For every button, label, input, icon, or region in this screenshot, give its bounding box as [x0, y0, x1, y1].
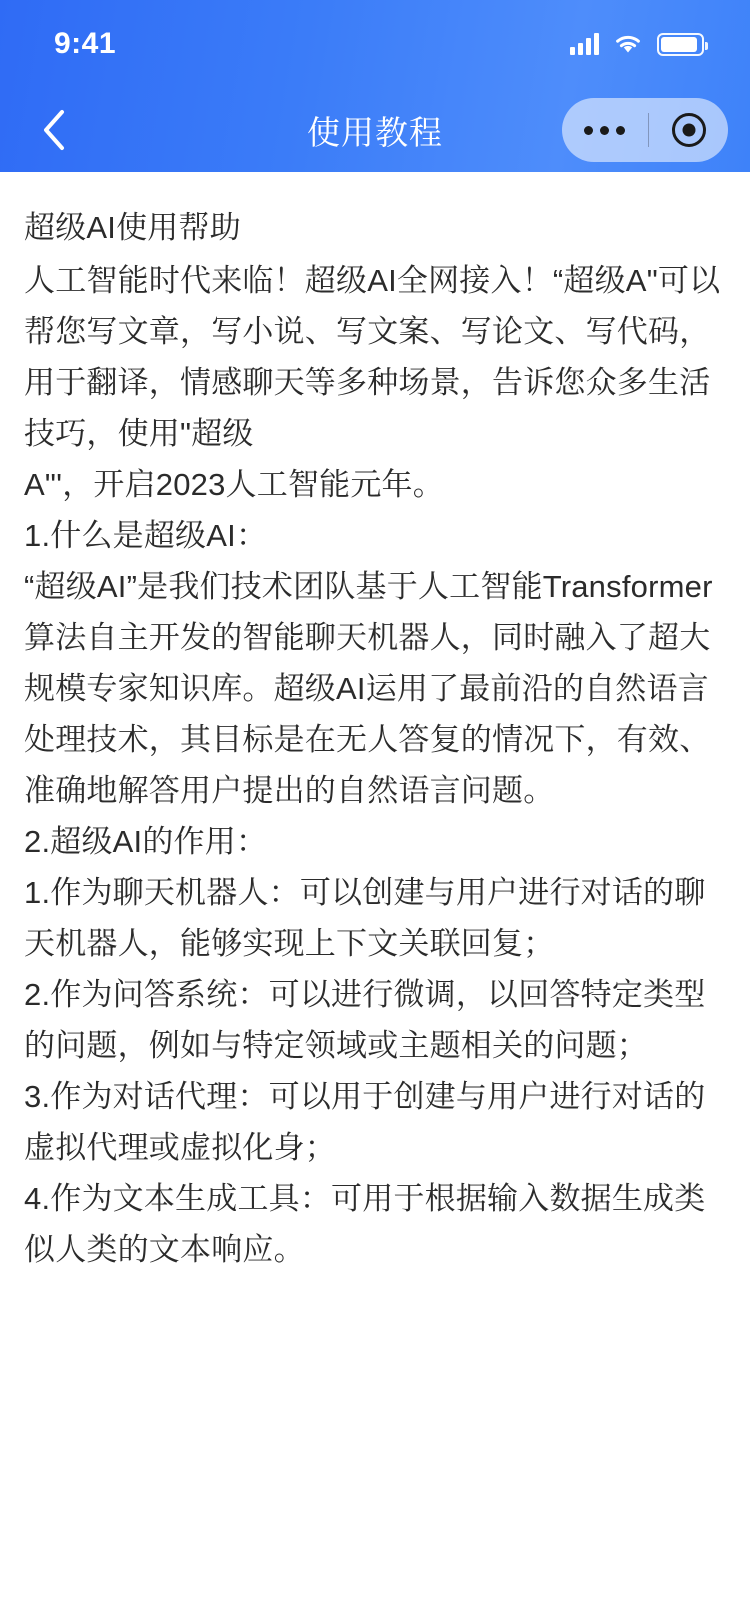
- page-title: 使用教程: [307, 113, 443, 151]
- article-paragraph: 2.超级AI的作用：: [24, 824, 268, 859]
- header: [0, 0, 750, 172]
- article-paragraph: 3.作为对话代理：可以用于创建与用户进行对话的虚拟代理或虚拟化身；: [24, 1079, 706, 1165]
- cellular-signal-icon: [570, 33, 599, 55]
- target-circle-icon[interactable]: [672, 113, 706, 147]
- status-time: 9:41: [54, 27, 117, 60]
- article-paragraph: 4.作为文本生成工具：可用于根据输入数据生成类似人类的文本响应。: [24, 1181, 706, 1267]
- wifi-icon: [613, 33, 643, 55]
- more-dots-icon[interactable]: [584, 126, 625, 135]
- nav-bar: [0, 88, 750, 172]
- status-bar: [0, 0, 750, 88]
- article-paragraph: 超级AI使用帮助: [24, 210, 241, 245]
- capsule-divider: [648, 113, 649, 147]
- article-paragraph: A"'，开启2023人工智能元年。: [24, 467, 444, 502]
- article-paragraph: 1.作为聊天机器人：可以创建与用户进行对话的聊天机器人，能够实现上下文关联回复；: [24, 875, 706, 961]
- article-paragraph: 2.作为问答系统：可以进行微调，以回答特定类型的问题，例如与特定领域或主题相关的问题；: [24, 977, 706, 1063]
- article-paragraph: 1.什么是超级AI：: [24, 518, 268, 553]
- article-paragraph: 人工智能时代来临！超级AI全网接入！“超级A"可以帮您写文章，写小说、写文案、写论文、写代码，用于翻译，情感聊天等多种场景，告诉您众多生活技巧，使用"超级: [24, 263, 721, 451]
- mini-program-capsule[interactable]: [562, 98, 728, 162]
- battery-icon: [657, 33, 704, 56]
- article-paragraph: “超级AI”是我们技术团队基于人工智能Transformer算法自主开发的智能聊天机器人，同时融入了超大规模专家知识库。超级AI运用了最前沿的自然语言处理技术，其目标是在无人答复的情况下，有效、准确地解答用户提出的自然语言问题。: [24, 569, 713, 808]
- article-content: [0, 172, 750, 1624]
- back-button[interactable]: [22, 98, 86, 162]
- status-indicators: [570, 33, 704, 56]
- back-chevron-icon: [41, 108, 67, 152]
